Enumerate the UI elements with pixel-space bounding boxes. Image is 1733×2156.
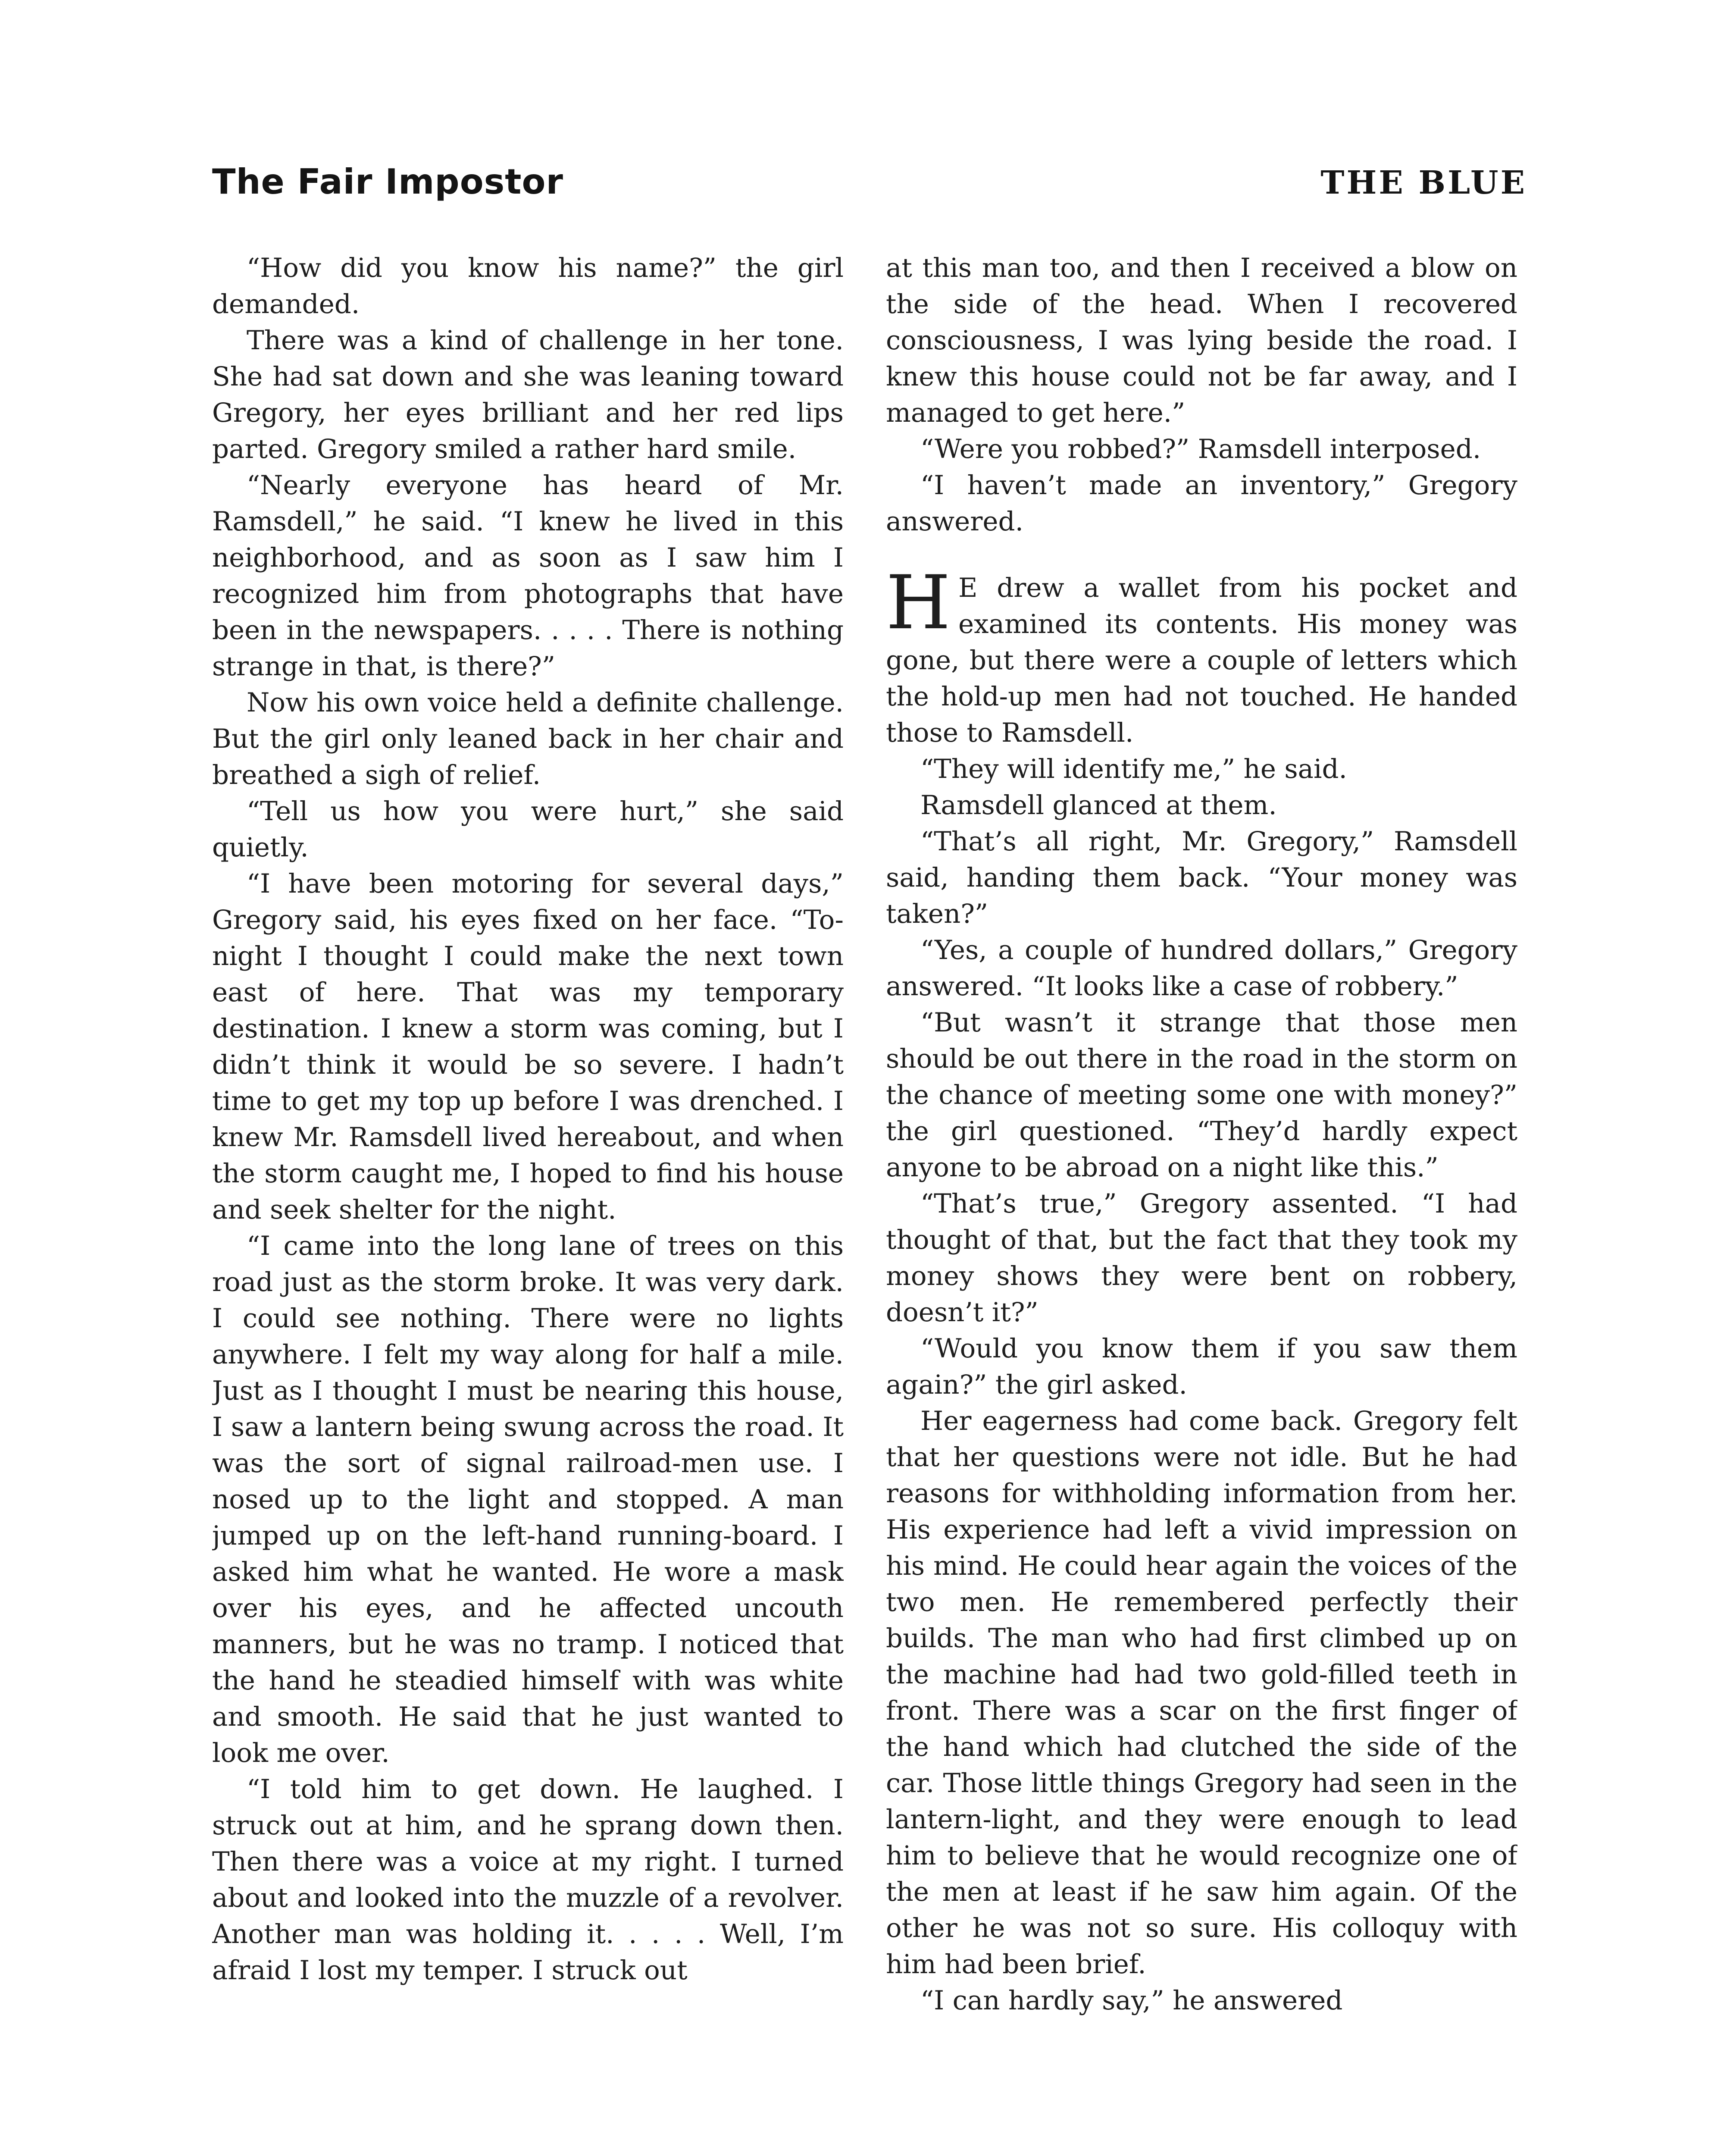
right-column bbox=[886, 250, 1517, 2156]
paragraph: “But wasn’t it strange that those men should be out there in the road in the storm on the chance of meeting some one with money?” the girl questioned. “They’d hardly expect anyone to be abroad on a night like this.” bbox=[886, 1007, 1517, 1183]
paragraph: “I came into the long lane of trees on this road just as the storm broke. It was very dark. I could see nothing. There were no lights anywhere. I felt my way along for half a mile. Just as I thought I must be nearing this house, I saw a lantern being swung across the road. It was the sort of signal railroad-men use. I nosed up to the light and stopped. A man jumped up on the left-hand running-board. I asked him what he wanted. He wore a mask over his eyes, and he affected uncouth manners, but he was no tramp. I noticed that the hand he steadied himself with was white and smooth. He said that he just wanted to look me over. bbox=[212, 1231, 844, 1768]
left-column bbox=[212, 250, 844, 2156]
paragraph: “I told him to get down. He laughed. I struck out at him, and he sprang down then. Then there was a voice at my right. I turned about and looked into the muzzle of a revolver. Another man was holding it. . . . . Well, I’m afraid I lost my temper. I struck out bbox=[212, 1774, 844, 1986]
paragraph: Her eagerness had come back. Gregory felt that her questions were not idle. But he had reasons for withholding information from her. His experience had left a vivid impression on his mind. He could hear again the voices of the two men. He remembered perfectly their builds. The man who had first climbed up on the machine had had two gold-filled teeth in front. There was a scar on the first finger of the hand which had clutched the side of the car. Those little things Gregory had seen in the lantern-light, and they were enough to lead him to believe that he would recognize one of the men at least if he saw him again. Of the other he was not so sure. His colloquy with him had been brief. bbox=[886, 1406, 1517, 1980]
running-header bbox=[212, 162, 1527, 209]
story-title: The Fair Impostor bbox=[212, 162, 563, 202]
paragraph: “They will identify me,” he said. bbox=[920, 754, 1347, 784]
paragraph: Ramsdell glanced at them. bbox=[920, 790, 1277, 821]
paragraph: “That’s true,” Gregory assented. “I had thought of that, but the fact that they took my money shows they were bent on robbery, doesn’t it?” bbox=[886, 1188, 1517, 1328]
paragraph: “I have been motoring for several days,” Gregory said, his eyes fixed on her face. “To-night I thought I could make the next town east of here. That was my temporary destination. I knew a storm was coming, but I didn’t think it would be so severe. I hadn’t time to get my top up before I was drenched. I knew Mr. Ramsdell lived hereabout, and when the storm caught me, I hoped to find his house and seek shelter for the night. bbox=[212, 868, 844, 1225]
paragraph: “How did you know his name?” the girl demanded. bbox=[212, 253, 844, 320]
section-break bbox=[886, 540, 1517, 570]
paragraph: “Would you know them if you saw them again?” the girl asked. bbox=[886, 1333, 1517, 1400]
dropcap-paragraph-text: E drew a wallet from his pocket and examined its contents. His money was gone, but there were a couple of letters which the hold-up men had not touched. He handed those to Ramsdell. bbox=[886, 573, 1517, 748]
magazine-name: THE BLUE bbox=[1320, 164, 1527, 201]
paragraph-continued: at this man too, and then I received a blow on the side of the head. When I recovered consciousness, I was lying beside the road. I knew this house could not be far away, and I managed to get here.” bbox=[886, 253, 1517, 428]
paragraph: “I haven’t made an inventory,” Gregory answered. bbox=[886, 470, 1517, 537]
paragraph: Now his own voice held a definite challenge. But the girl only leaned back in her chair and breathed a sigh of relief. bbox=[212, 687, 844, 790]
paragraph: “Were you robbed?” Ramsdell interposed. bbox=[920, 434, 1481, 464]
drop-cap-letter: H bbox=[886, 559, 951, 646]
paragraph: “That’s all right, Mr. Gregory,” Ramsdell said, handing them back. “Your money was taken?” bbox=[886, 826, 1517, 929]
paragraph: There was a kind of challenge in her tone. She had sat down and she was leaning toward Gregory, her eyes brilliant and her red lips parted. Gregory smiled a rather hard smile. bbox=[212, 325, 844, 464]
paragraph: “Nearly everyone has heard of Mr. Ramsdell,” he said. “I knew he lived in this neighborhood, and as soon as I saw him I recognized him from photographs that have been in the newspapers. . . . . There is nothing strange in that, is there?” bbox=[212, 470, 844, 682]
paragraph: “Yes, a couple of hundred dollars,” Gregory answered. “It looks like a case of robbery.” bbox=[886, 935, 1517, 1002]
paragraph: “Tell us how you were hurt,” she said quietly. bbox=[212, 796, 844, 863]
paragraph: “I can hardly say,” he answered bbox=[920, 1985, 1343, 2016]
dropcap-paragraph bbox=[886, 559, 1517, 751]
